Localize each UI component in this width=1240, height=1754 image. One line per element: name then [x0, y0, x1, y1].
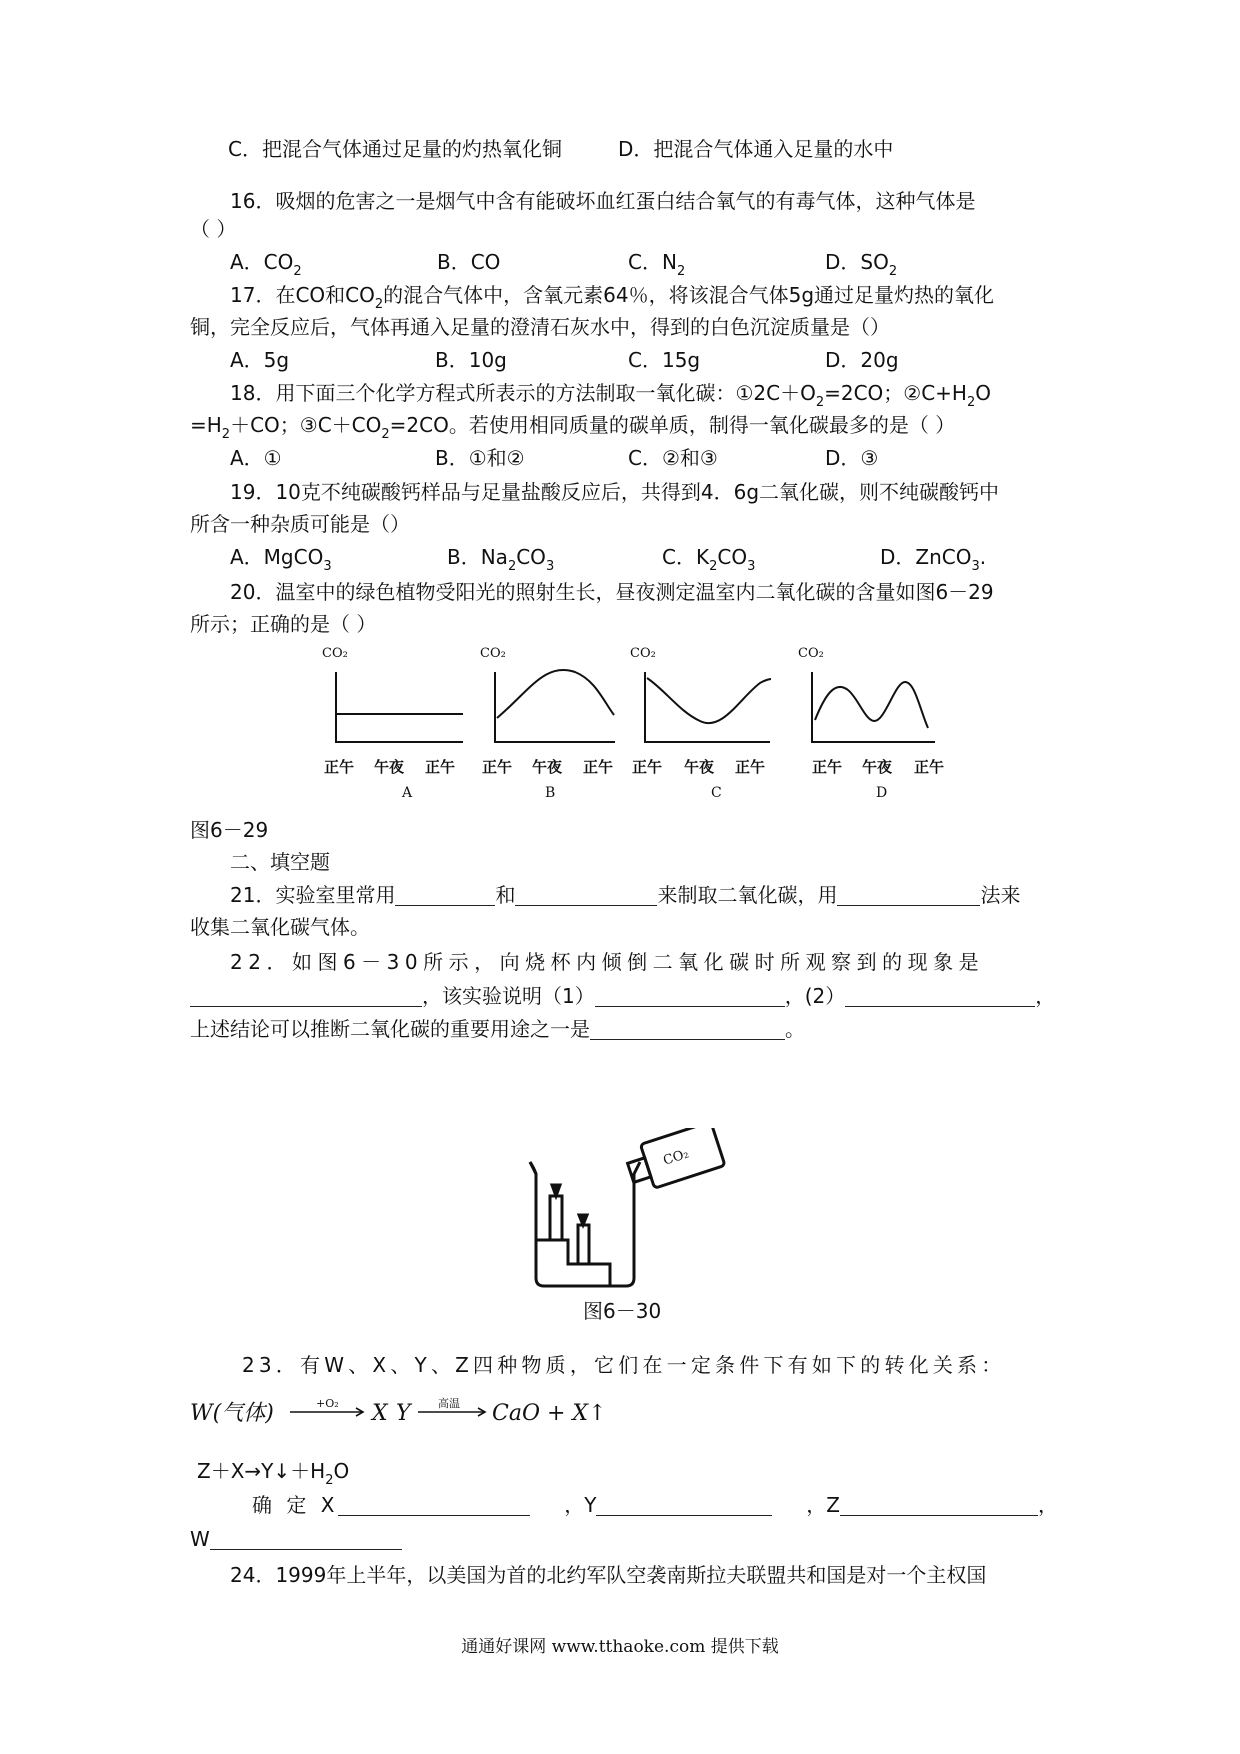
q22-line3: 上述结论可以推断二氧化碳的重要用途之一是 。 [190, 1017, 805, 1041]
q18-stem-line1: 18．用下面三个化学方程式所表示的方法制取一氧化碳：$①2C+O_2=2CO$；$②C+H_2O$ [230, 381, 992, 410]
eq1-x: X [372, 1401, 388, 1426]
q20-stem-line1: 20．温室中的绿色植物受阳光的照射生长，昼夜测定温室内二氧化碳的含量如图6－29 [230, 580, 994, 604]
figure-6-30-caption: 图6－30 [583, 1299, 662, 1323]
q19-stem-line1: 19．10克不纯碳酸钙样品与足量盐酸反应后，共得到4．6g二氧化碳，则不纯碳酸钙中 [230, 480, 1000, 504]
q15-option-c: C．把混合气体通过足量的灼热氧化铜 [228, 137, 562, 161]
panel-a-xtick-3: 正午 [425, 758, 456, 776]
q17-stem-line1: 17．在CO和$CO_2$的混合气体中，含氧元素64％，将该混合气体5g通过足量灼热的氧化 [230, 283, 995, 312]
q23-equation-1 [186, 1390, 746, 1434]
q19-option-a: A．MgCO$_3$ [230, 545, 332, 574]
q18-option-b: B．①和② [435, 446, 525, 470]
panel-b-ylabel: CO₂ [480, 646, 506, 661]
q23-equation-2: $Z+X\to Y↓+H_2O$ [197, 1459, 350, 1488]
q19-option-d: D．ZnCO$_3$. [880, 545, 987, 574]
beaker-steps [536, 1240, 610, 1286]
panel-a-ylabel: CO₂ [322, 646, 348, 661]
panel-c-curve [647, 678, 771, 723]
q16-stem-line2: （ ） [190, 217, 237, 241]
candle-tall [550, 1196, 562, 1240]
q21-blank-1[interactable] [395, 883, 495, 906]
panel-d-ylabel: CO₂ [798, 646, 824, 661]
panel-d-axes [812, 672, 935, 742]
q24-line1: 24．1999年上半年，以美国为首的北约军队空袭南斯拉夫联盟共和国是对一个主权国 [230, 1563, 987, 1587]
q22-blank-1[interactable] [595, 984, 785, 1007]
figure-6-30-beaker [520, 1128, 730, 1288]
q17-option-b: B．10g [435, 348, 507, 372]
panel-c-label: C [711, 785, 722, 801]
q23-blank-w[interactable] [210, 1527, 402, 1550]
panel-c-axes [645, 672, 770, 742]
candle-short [578, 1225, 589, 1264]
q20-stem-line2: 所示；正确的是（ ） [190, 612, 377, 636]
eq1-rhs: CaO + X↑ [492, 1401, 607, 1426]
q18-stem-line2: $=H_2+CO$；$③C+CO_2=2CO$。若使用相同质量的碳单质，制得一氧化碳最多的是（ ） [190, 413, 956, 442]
panel-a-axes [336, 672, 463, 742]
q17-stem-line2: 铜，完全反应后，气体再通入足量的澄清石灰水中，得到的白色沉淀质量是（） [190, 315, 890, 339]
panel-d-xtick-1: 正午 [812, 758, 843, 776]
q23-line4: W [190, 1524, 1070, 1554]
eq1-y: Y [396, 1401, 411, 1426]
q18-option-d: D．③ [825, 446, 879, 470]
panel-c-xtick-1: 正午 [632, 758, 663, 776]
q16-option-b: B．CO [437, 250, 501, 274]
panel-d-xtick-2: 午夜 [862, 758, 893, 776]
q16-option-a: A．$CO_2$ [230, 250, 302, 279]
panel-b-xtick-3: 正午 [583, 758, 614, 776]
panel-a-label: A [402, 785, 413, 801]
q18-option-a: A．① [230, 446, 282, 470]
q17-option-d: D．20g [825, 348, 899, 372]
q21-line1: 21．实验室里常用 和 来制取二氧化碳，用 法来 [230, 883, 1021, 907]
q22-blank-phenomenon[interactable] [190, 984, 422, 1007]
q21-line2: 收集二氧化碳气体。 [190, 915, 370, 939]
q23-blank-y[interactable] [596, 1493, 772, 1516]
q17-option-c: C．15g [628, 348, 701, 372]
panel-d-label: D [876, 785, 888, 801]
q21-blank-3[interactable] [837, 883, 980, 906]
q23-blank-z[interactable] [840, 1493, 1038, 1516]
q21-blank-2[interactable] [515, 883, 657, 906]
figure-6-29-graphs [0, 0, 1240, 820]
q18-option-c: C．②和③ [628, 446, 718, 470]
eq1-arrow-1-label: +O₂ [316, 1397, 339, 1410]
panel-b-xtick-1: 正午 [482, 758, 513, 776]
q22-line2: ，该实验说明（1） ，(2） ， [190, 981, 1070, 1011]
panel-d-curve [815, 682, 928, 728]
panel-c-ylabel: CO₂ [630, 646, 656, 661]
panel-a-xtick-1: 正午 [324, 758, 355, 776]
panel-d-xtick-3: 正午 [914, 758, 945, 776]
flame-tall [552, 1185, 560, 1196]
panel-b-axes [495, 672, 615, 742]
q19-option-b: B．$Na_2CO_3$ [447, 545, 555, 574]
q16-option-d: D．$SO_2$ [825, 250, 898, 279]
section-fill-in-title: 二、填空题 [230, 850, 330, 874]
panel-b-label: B [545, 785, 556, 801]
q16-option-c: C．$N_2$ [628, 250, 686, 279]
q15-option-d: D．把混合气体通入足量的水中 [618, 137, 894, 161]
q17-option-a: A．5g [230, 348, 290, 372]
q19-option-c: C．$K_2CO_3$ [662, 545, 756, 574]
bottle-label: CO₂ [661, 1146, 691, 1169]
eq1-arrow-2-label: 高温 [438, 1397, 460, 1410]
q16-stem-line1: 16．吸烟的危害之一是烟气中含有能破坏血红蛋白结合氧气的有毒气体，这种气体是 [230, 189, 976, 213]
panel-a-xtick-2: 午夜 [374, 758, 405, 776]
panel-b-curve [497, 670, 614, 718]
q23-line1: 23．有W、X、Y、Z四种物质，它们在一定条件下有如下的转化关系： [242, 1353, 1006, 1377]
panel-c-xtick-3: 正午 [735, 758, 766, 776]
q23-line3: 确 定 X ，Y ，Z ， [252, 1493, 1058, 1517]
q22-line1: 22．如图6－30所示，向烧杯内倾倒二氧化碳时所观察到的现象是 [230, 950, 985, 974]
q19-stem-line2: 所含一种杂质可能是（） [190, 512, 410, 536]
page-footer: 通通好课网 www.tthaoke.com 提供下载 [461, 1637, 779, 1657]
eq1-w: W(气体) [190, 1401, 274, 1426]
panel-c-xtick-2: 午夜 [684, 758, 715, 776]
q23-blank-x[interactable] [338, 1493, 530, 1516]
q22-blank-use[interactable] [590, 1017, 785, 1040]
figure-6-29-caption: 图6－29 [190, 818, 269, 842]
q22-blank-2[interactable] [845, 984, 1035, 1007]
panel-b-xtick-2: 午夜 [532, 758, 563, 776]
